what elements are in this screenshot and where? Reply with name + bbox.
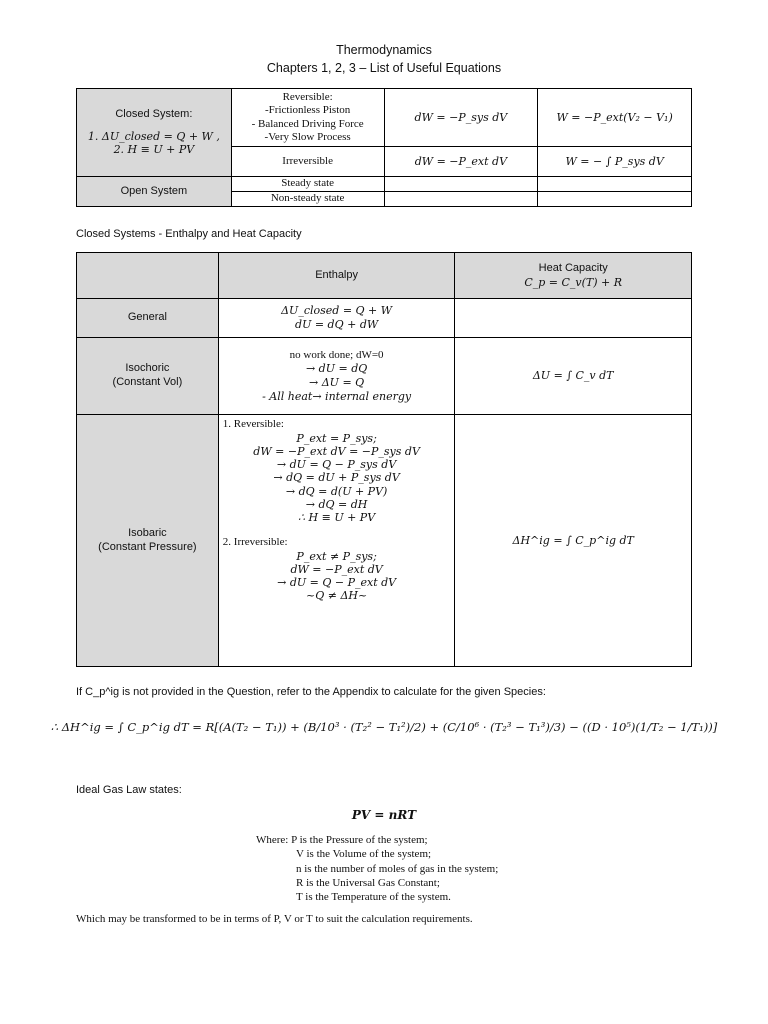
isobaric-irr-line: ~Q ≠ ΔH~: [306, 589, 368, 603]
definition-line: n is the number of moles of gas in the system;: [296, 862, 499, 875]
isobaric-rev-line: → dU = Q − P_sys dV: [276, 458, 397, 472]
general-enthalpy: [218, 299, 455, 338]
isochoric-line: no work done; dW=0: [289, 348, 384, 361]
empty-cell: [455, 299, 692, 338]
reversible-cell: [231, 89, 384, 147]
isobaric-enthalpy: [218, 415, 455, 667]
empty-cell: [538, 192, 692, 207]
isochoric-line: → ΔU = Q: [309, 376, 365, 389]
reversible-line: Reversible:: [282, 91, 333, 104]
isobaric-irr-title: 2. Irreversible:: [222, 536, 288, 549]
reversible-line: -Very Slow Process: [264, 130, 351, 143]
appendix-note: If C_p^ig is not provided in the Question, refer to the Appendix to calculate for the given Species:: [76, 686, 546, 698]
isobaric-rev-line: ∴ H ≡ U + PV: [298, 510, 376, 524]
isochoric-enthalpy: [218, 338, 455, 415]
document-subtitle: Chapters 1, 2, 3 – List of Useful Equations: [266, 61, 502, 75]
corner-cell: [77, 253, 219, 299]
heat-capacity-title: Heat Capacity: [538, 261, 608, 274]
reversible-line: -Frictionless Piston: [265, 104, 351, 117]
closed-eq-2: 2. H ≡ U + PV: [113, 143, 195, 157]
isobaric-irr-line: P_ext ≠ P_sys;: [296, 549, 377, 563]
enthalpy-integral-equation: ∴ ΔH^ig = ∫ C_p^ig dT = R[(A(T₂ − T₁)) + (B/10³ · (T₂² − T₁²)/2) + (C/10⁶ · (T₂³ − T₁³)/3) − ((D · 10⁵)(1/T₂ − 1/T₁))]: [50, 720, 718, 734]
heat-capacity-header: [455, 253, 692, 299]
reversible-w: W = −P_ext(V₂ − V₁): [538, 89, 692, 147]
isochoric-title: Isochoric: [125, 362, 170, 375]
isobaric-rev-line: → dQ = dU + P_sys dV: [273, 471, 400, 485]
isobaric-irr-line: → dU = Q − P_ext dV: [277, 576, 397, 590]
general-line: ΔU_closed = Q + W: [281, 304, 393, 318]
definition-line: T is the Temperature of the system.: [296, 891, 451, 904]
isobaric-title: Isobaric: [128, 526, 167, 539]
steady-state-label: Steady state: [231, 177, 384, 192]
irreversible-label: Irreversible: [231, 147, 384, 177]
empty-cell: [384, 192, 538, 207]
isochoric-heat-capacity: ΔU = ∫ C_v dT: [455, 338, 692, 415]
isobaric-rev-line: dW = −P_ext dV = −P_sys dV: [253, 444, 420, 458]
non-steady-state-label: Non-steady state: [231, 192, 384, 207]
isobaric-heat-capacity: ΔH^ig = ∫ C_p^ig dT: [455, 415, 692, 667]
general-line: dU = dQ + dW: [295, 318, 379, 331]
document-title: Thermodynamics: [336, 43, 432, 57]
isobaric-subtitle: (Constant Pressure): [98, 540, 197, 553]
heat-capacity-eq: C_p = C_v(T) + R: [524, 275, 623, 289]
empty-cell: [384, 177, 538, 192]
closing-note: Which may be transformed to be in terms of P, V or T to suit the calculation requirements.: [76, 913, 473, 925]
reversible-dw: dW = −P_sys dV: [384, 89, 538, 147]
enthalpy-header: Enthalpy: [218, 253, 455, 299]
irreversible-w: W = − ∫ P_sys dV: [538, 147, 692, 177]
isobaric-label: [77, 415, 219, 667]
empty-cell: [538, 177, 692, 192]
definition-line: V is the Volume of the system;: [296, 848, 432, 861]
isobaric-rev-line: → dQ = dH: [305, 497, 368, 511]
open-system-label: Open System: [77, 177, 232, 207]
closed-eq-1: 1. ΔU_closed = Q + W ,: [87, 129, 220, 143]
isobaric-rev-line: P_ext = P_sys;: [296, 431, 377, 445]
isochoric-label: [77, 338, 219, 415]
isobaric-rev-line: → dQ = d(U + PV): [285, 484, 388, 498]
work-equations-table: [76, 88, 692, 207]
reversible-line: - Balanced Driving Force: [251, 117, 364, 130]
isochoric-line: → dU = dQ: [305, 362, 368, 376]
definition-line: Where: P is the Pressure of the system;: [256, 834, 428, 846]
isochoric-line: - All heat→ internal energy: [262, 389, 412, 403]
isochoric-subtitle: (Constant Vol): [112, 376, 183, 388]
isobaric-rev-title: 1. Reversible:: [222, 418, 284, 430]
ideal-gas-intro: Ideal Gas Law states:: [76, 784, 182, 796]
closed-system-cell: [77, 89, 232, 177]
ideal-gas-definitions: [256, 833, 676, 904]
closed-system-label: Closed System:: [115, 107, 193, 120]
isobaric-irr-line: dW = −P_ext dV: [290, 563, 383, 576]
ideal-gas-equation: PV = nRT: [351, 808, 417, 822]
definition-line: R is the Universal Gas Constant;: [296, 876, 440, 889]
section-heading: Closed Systems - Enthalpy and Heat Capacity: [76, 228, 302, 240]
enthalpy-heat-capacity-table: [76, 252, 692, 667]
irreversible-dw: dW = −P_ext dV: [384, 147, 538, 177]
general-label: General: [77, 299, 219, 338]
